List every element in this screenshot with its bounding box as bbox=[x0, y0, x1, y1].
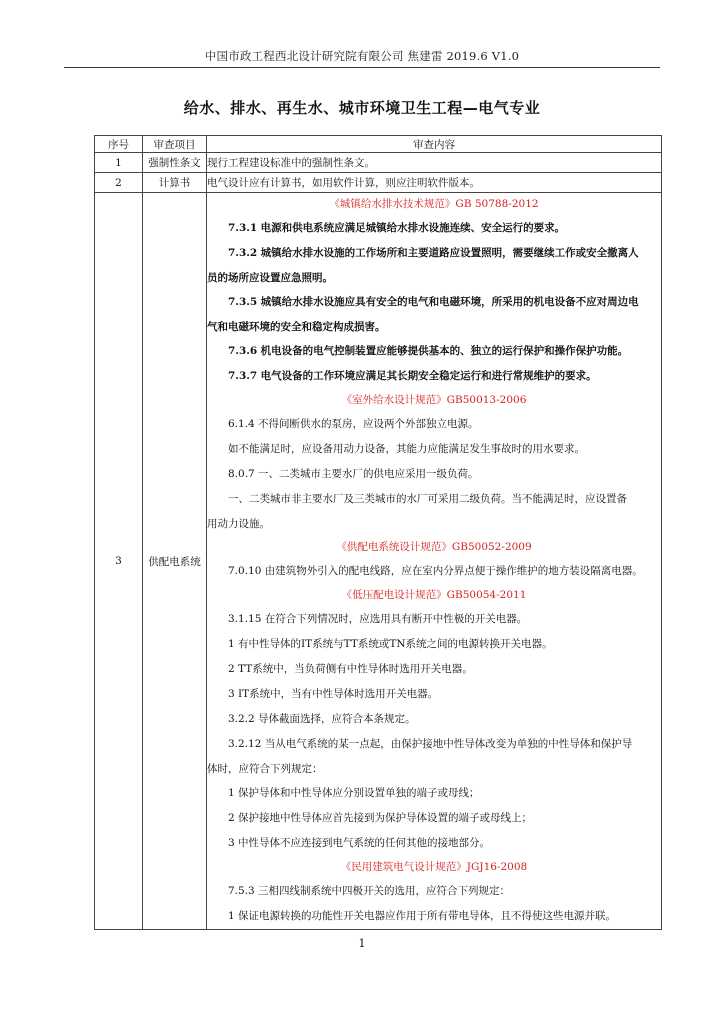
clause bbox=[207, 241, 661, 266]
row-content: 电气设计应有计算书，如用软件计算，则应注明软件版本。 bbox=[207, 173, 662, 193]
clause: 6.1.4 不得间断供水的泵房，应设两个外部独立电源。 bbox=[228, 418, 479, 430]
clause-continuation: 用动力设施。 bbox=[207, 518, 270, 530]
page-header: 中国市政工程西北设计研究院有限公司 焦建雷 2019.6 V1.0 bbox=[204, 49, 520, 63]
page-number: 1 bbox=[358, 937, 366, 950]
clause bbox=[207, 364, 661, 389]
clause: 3.1.15 在符合下列情况时，应选用具有断开中性极的开关电器。 bbox=[228, 613, 528, 625]
clause-item: 3 IT系统中，当有中性导体时选用开关电器。 bbox=[228, 688, 439, 700]
table-header-row bbox=[95, 136, 662, 153]
header-item: 审查项目 bbox=[143, 136, 207, 153]
row-number: 3 bbox=[95, 193, 143, 930]
row-content: 现行工程建设标准中的强制性条文。 bbox=[207, 153, 662, 173]
standard-title: 《城镇给水排水技术规范》GB 50788-2012 bbox=[329, 198, 539, 210]
clause-continuation: 员的场所应设置应急照明。 bbox=[207, 272, 333, 284]
clause-number: 7.3.2 bbox=[228, 247, 258, 259]
clause bbox=[207, 216, 661, 241]
clause-continuation: 气和电磁环境的安全和稳定构成损害。 bbox=[207, 321, 386, 333]
clause bbox=[207, 290, 661, 315]
row-number: 1 bbox=[95, 153, 143, 173]
clause-item: 1 保证电源转换的功能性开关电器应作用于所有带电导体，且不得使这些电源并联。 bbox=[228, 910, 617, 922]
standard-title: 《低压配电设计规范》GB50054-2011 bbox=[341, 589, 527, 601]
table-row bbox=[95, 193, 662, 930]
clause-continuation: 体时，应符合下列规定： bbox=[207, 763, 323, 775]
clause: 如不能满足时，应设备用动力设备，其能力应能满足发生事故时的用水要求。 bbox=[228, 443, 585, 455]
clause-item: 3 中性导体不应连接到电气系统的任何其他的接地部分。 bbox=[228, 837, 491, 849]
clause: 3.2.2 导体截面选择，应符合本条规定。 bbox=[228, 713, 416, 725]
header-seq: 序号 bbox=[95, 136, 143, 153]
clause-number: 7.3.5 bbox=[228, 296, 258, 308]
clause-text: 机电设备的电气控制装置应能够提供基本的、独立的运行保护和操作保护功能。 bbox=[260, 345, 629, 357]
clause: 3.2.12 当从电气系统的某一点起，由保护接地中性导体改变为单独的中性导体和保护导 bbox=[228, 738, 633, 750]
clause-text: 电源和供电系统应满足城镇给水排水设施连续、安全运行的要求。 bbox=[260, 222, 566, 234]
clause-number: 7.3.7 bbox=[228, 370, 258, 382]
clause: 7.0.10 由建筑物外引入的配电线路，应在室内分界点便于操作维护的地方装设隔离电器。 bbox=[228, 565, 643, 577]
clause: 一、二类城市非主要水厂及三类城市的水厂可采用二级负荷。当不能满足时，应设置备 bbox=[228, 493, 627, 505]
row-item: 供配电系统 bbox=[143, 193, 207, 930]
row-item: 计算书 bbox=[143, 173, 207, 193]
clause-text: 城镇给水排水设施的工作场所和主要道路应设置照明，需要继续工作或安全撤离人 bbox=[260, 247, 639, 259]
row-content-power-supply bbox=[207, 193, 662, 930]
document-title: 给水、排水、再生水、城市环境卫生工程—电气专业 bbox=[183, 99, 541, 117]
row-number: 2 bbox=[95, 173, 143, 193]
clause-item: 1 保护导体和中性导体应分别设置单独的端子或母线； bbox=[228, 787, 480, 799]
table-row bbox=[95, 153, 662, 173]
clause: 8.0.7 一、二类城市主要水厂的供电应采用一级负荷。 bbox=[228, 468, 479, 480]
standard-title: 《供配电系统设计规范》GB50052-2009 bbox=[336, 541, 532, 553]
clause bbox=[207, 339, 661, 364]
clause-item: 2 TT系统中，当负荷侧有中性导体时选用开关电器。 bbox=[228, 663, 473, 675]
clause-item: 1 有中性导体的IT系统与TT系统或TN系统之间的电源转换开关电器。 bbox=[228, 638, 553, 650]
standard-title: 《室外给水设计规范》GB50013-2006 bbox=[341, 394, 527, 406]
row-item: 强制性条文 bbox=[143, 153, 207, 173]
header-content: 审查内容 bbox=[207, 136, 662, 153]
header-rule bbox=[64, 67, 660, 68]
clause-item: 2 保护接地中性导体应首先接到为保护导体设置的端子或母线上； bbox=[228, 812, 533, 824]
standard-title: 《民用建筑电气设计规范》JGJ16-2008 bbox=[340, 861, 528, 873]
clause-number: 7.3.6 bbox=[228, 345, 258, 357]
clause: 7.5.3 三相四线制系统中四极开关的选用，应符合下列规定： bbox=[228, 885, 511, 897]
table-row bbox=[95, 173, 662, 193]
review-table bbox=[94, 135, 662, 930]
clause-text: 城镇给水排水设施应具有安全的电气和电磁环境，所采用的机电设备不应对周边电 bbox=[260, 296, 639, 308]
clause-number: 7.3.1 bbox=[228, 222, 258, 234]
clause-text: 电气设备的工作环境应满足其长期安全稳定运行和进行常规维护的要求。 bbox=[260, 370, 597, 382]
